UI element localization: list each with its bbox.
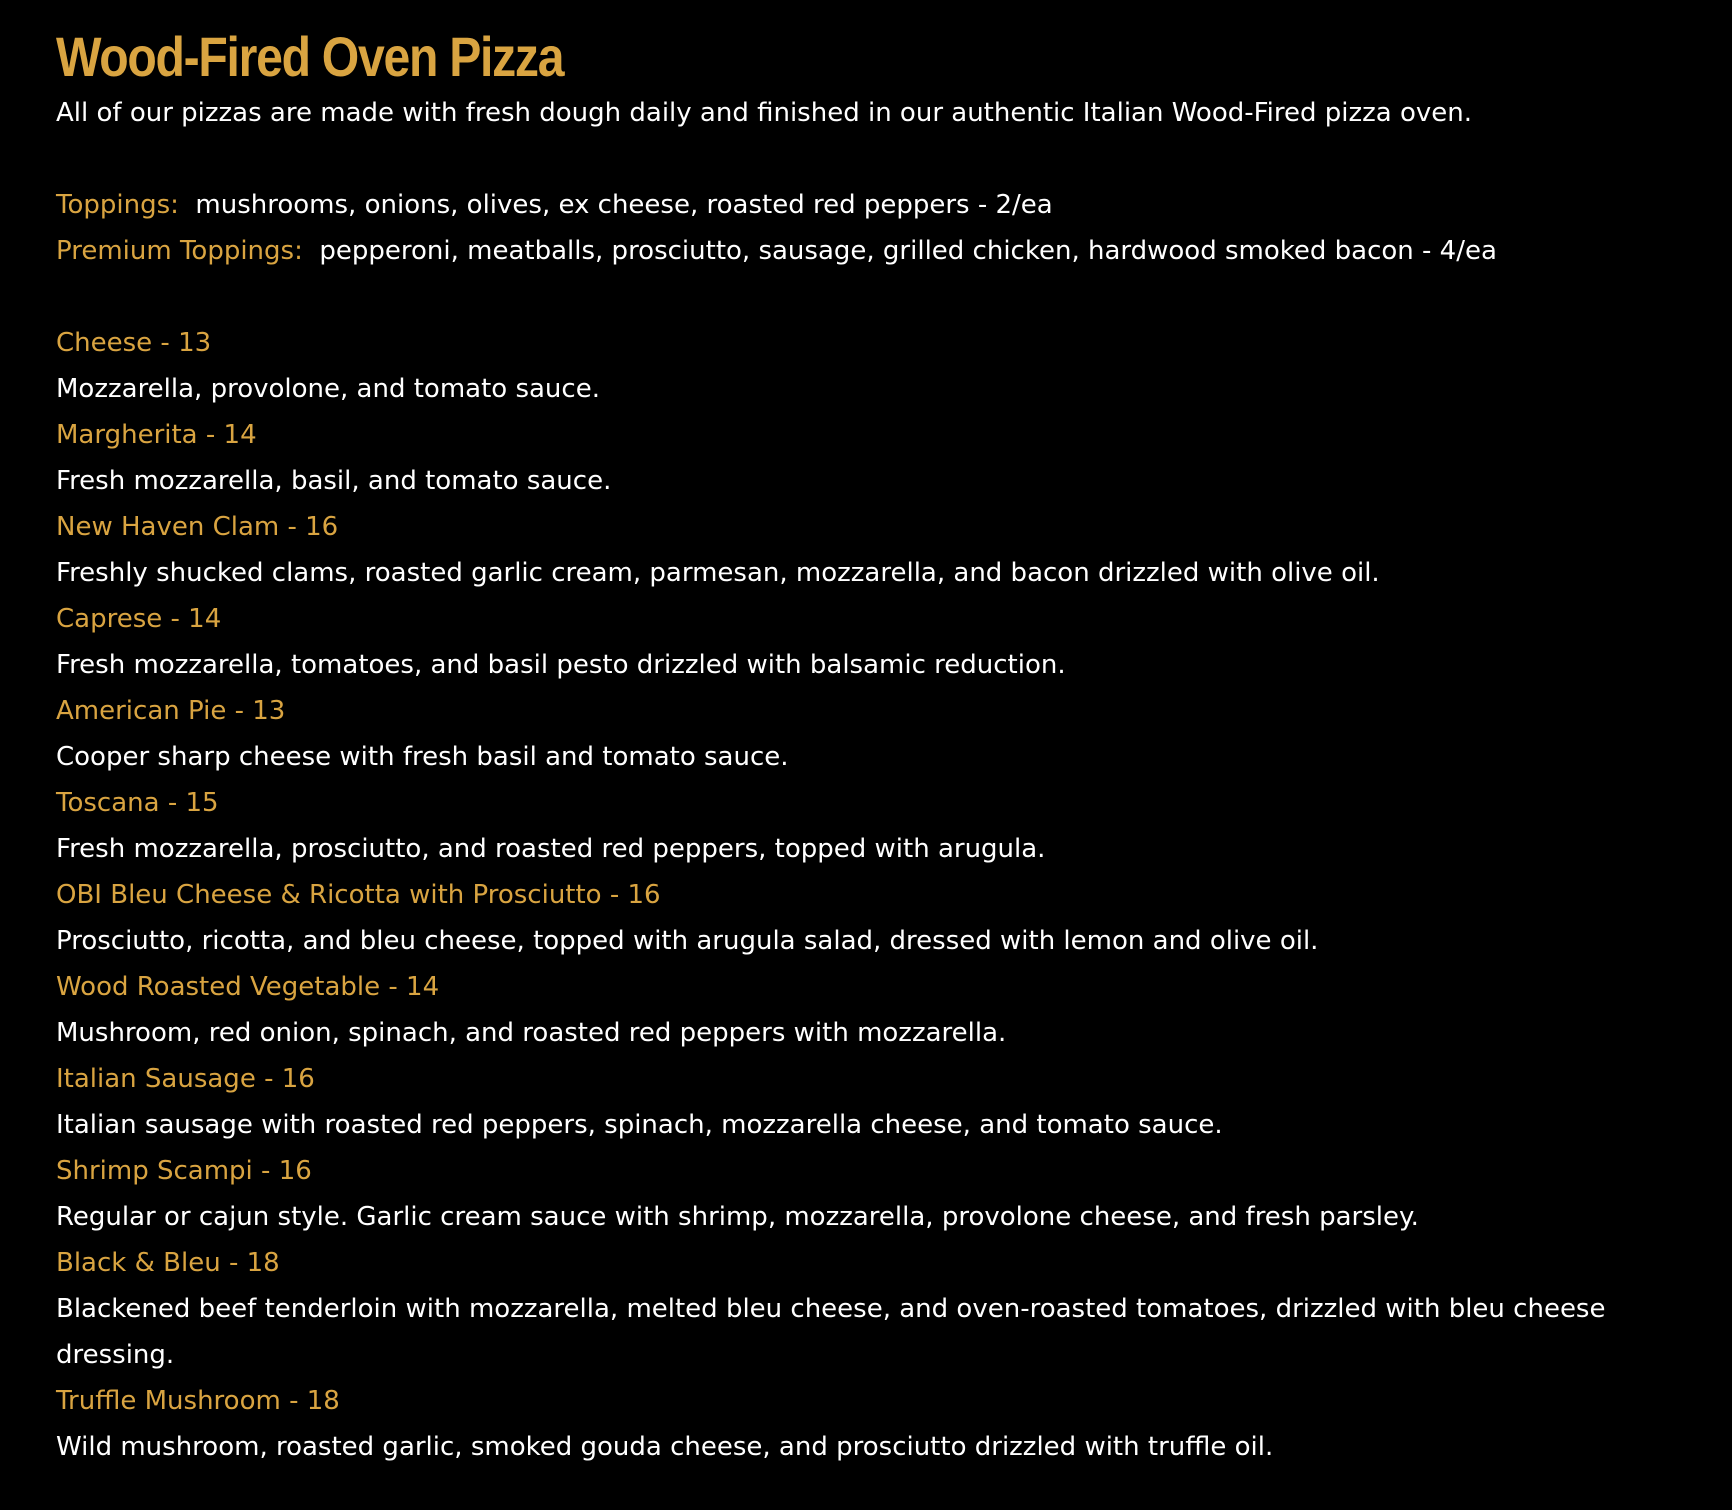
pizza-item	[56, 1148, 1686, 1240]
premium-toppings-line	[56, 228, 1686, 274]
pizza-description: Blackened beef tenderloin with mozzarella, melted bleu cheese, and oven-roasted tomatoes, drizzled with bleu cheese dressing.	[56, 1294, 1606, 1370]
premium-toppings-label: Premium Toppings:	[56, 236, 303, 266]
pizza-item	[56, 964, 1686, 1056]
pizza-name: Truffle Mushroom - 18	[56, 1386, 340, 1416]
pizza-description: Mozzarella, provolone, and tomato sauce.	[56, 374, 600, 404]
pizza-description: Cooper sharp cheese with fresh basil and tomato sauce.	[56, 742, 789, 772]
pizza-description: Freshly shucked clams, roasted garlic cream, parmesan, mozzarella, and bacon drizzled with olive oil.	[56, 558, 1380, 588]
pizza-name: Caprese - 14	[56, 604, 222, 634]
spacer	[56, 274, 1686, 320]
pizza-item	[56, 872, 1686, 964]
intro-text: All of our pizzas are made with fresh dough daily and finished in our authentic Italian Wood-Fired pizza oven.	[56, 98, 1473, 128]
pizza-name: OBI Bleu Cheese & Ricotta with Prosciutto - 16	[56, 880, 661, 910]
pizza-item	[56, 596, 1686, 688]
pizza-description: Fresh mozzarella, tomatoes, and basil pesto drizzled with balsamic reduction.	[56, 650, 1066, 680]
pizza-item	[56, 780, 1686, 872]
pizza-name: American Pie - 13	[56, 696, 286, 726]
pizza-name: New Haven Clam - 16	[56, 512, 339, 542]
spacer	[56, 136, 1686, 182]
pizza-item	[56, 1240, 1686, 1378]
pizza-name: Black & Bleu - 18	[56, 1248, 280, 1278]
pizza-name: Toscana - 15	[56, 788, 219, 818]
toppings-label: Toppings:	[56, 190, 179, 220]
pizza-description: Prosciutto, ricotta, and bleu cheese, topped with arugula salad, dressed with lemon and olive oil.	[56, 926, 1319, 956]
pizza-description: Wild mushroom, roasted garlic, smoked gouda cheese, and prosciutto drizzled with truffle oil.	[56, 1432, 1274, 1462]
pizza-name: Shrimp Scampi - 16	[56, 1156, 312, 1186]
toppings-text: mushrooms, onions, olives, ex cheese, roasted red peppers - 2/ea	[195, 190, 1053, 220]
pizza-description: Mushroom, red onion, spinach, and roasted red peppers with mozzarella.	[56, 1018, 1007, 1048]
page-title: Wood-Fired Oven Pizza	[56, 25, 564, 88]
pizza-description: Regular or cajun style. Garlic cream sauce with shrimp, mozzarella, provolone cheese, and fresh parsley.	[56, 1202, 1419, 1232]
pizza-item	[56, 688, 1686, 780]
pizza-item	[56, 412, 1686, 504]
toppings-line	[56, 182, 1686, 228]
pizza-description: Italian sausage with roasted red peppers, spinach, mozzarella cheese, and tomato sauce.	[56, 1110, 1223, 1140]
pizza-name: Cheese - 13	[56, 328, 212, 358]
pizza-item	[56, 320, 1686, 412]
pizza-description: Fresh mozzarella, prosciutto, and roasted red peppers, topped with arugula.	[56, 834, 1046, 864]
pizza-item	[56, 1056, 1686, 1148]
pizza-item	[56, 1378, 1686, 1470]
pizza-item	[56, 504, 1686, 596]
pizza-name: Italian Sausage - 16	[56, 1064, 315, 1094]
pizza-list	[56, 320, 1686, 1470]
premium-toppings-text: pepperoni, meatballs, prosciutto, sausage, grilled chicken, hardwood smoked bacon - 4/ea	[319, 236, 1497, 266]
pizza-name: Wood Roasted Vegetable - 14	[56, 972, 440, 1002]
pizza-name: Margherita - 14	[56, 420, 257, 450]
pizza-description: Fresh mozzarella, basil, and tomato sauce.	[56, 466, 612, 496]
pizza-menu	[56, 24, 1686, 1470]
